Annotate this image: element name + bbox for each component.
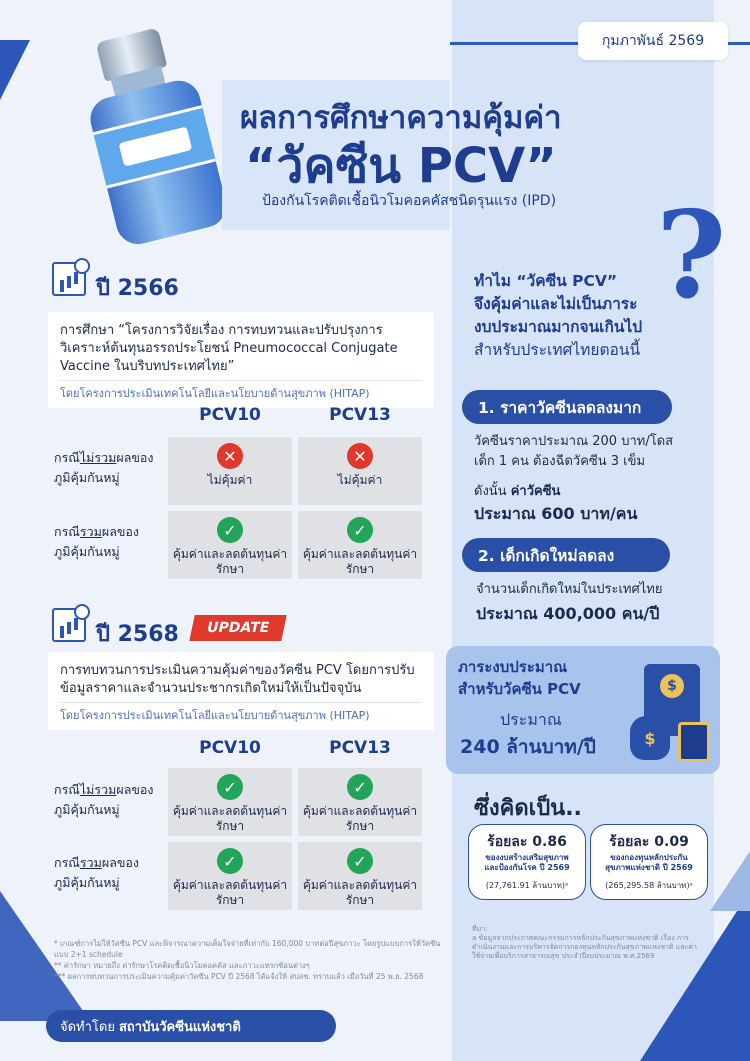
- page-title-vaccine: “วัคซีน PCV”: [245, 138, 557, 194]
- footer-prefix: จัดทำโดย: [60, 1019, 115, 1035]
- check-icon: ✓: [347, 517, 373, 543]
- date-badge: กุมภาพันธ์ 2569: [578, 22, 728, 60]
- check-icon: ✓: [217, 848, 243, 874]
- percent-description: และป้องกันโรค ปี 2569: [484, 863, 570, 872]
- source-note: [472, 925, 698, 961]
- section-year-2568: ปี 2568: [96, 622, 179, 647]
- why-line: งบประมาณมากจนเกินไป: [474, 318, 643, 336]
- result-text: คุ้มค่าและลดต้นทุนค่ารักษา: [302, 547, 418, 576]
- result-cell: [298, 437, 422, 505]
- result-cell: [168, 842, 292, 910]
- budget-approx: ประมาณ: [500, 710, 562, 729]
- decorative-triangle: [0, 40, 30, 100]
- footnote: * เกณฑ์การไม่ให้วัคซีน PCV และพิจารณาความเต็มใจจ่ายที่เท่ากับ 160,000 บาทต่อปีสุขภาวะ โดยรูปแบบการให้วัคซีน แบบ 2+1 schedule: [54, 939, 441, 959]
- why-line: ทำไม “วัคซีน PCV”: [474, 272, 618, 290]
- row-label-including-herd: กรณีรวมผลของภูมิคุ้มกันหมู่: [54, 855, 140, 890]
- therefore-line: ดังนั้น ค่าวัคซีน: [474, 484, 561, 499]
- budget-money-icon: $ $: [630, 664, 714, 764]
- column-header-pcv10: PCV10: [199, 405, 261, 425]
- percent-description: ของงบสร้างเสริมสุขภาพ: [485, 853, 569, 862]
- budget-title-line: ภาระงบประมาณ: [458, 658, 568, 676]
- column-header-pcv10: PCV10: [199, 738, 261, 758]
- result-cell: [168, 437, 292, 505]
- check-icon: ✓: [217, 517, 243, 543]
- row-label-excluding-herd: กรณีไม่รวมผลของภูมิคุ้มกันหมู่: [54, 450, 154, 485]
- footer-organization: สถาบันวัคซีนแห่งชาติ: [118, 1019, 241, 1035]
- percent-amount: (265,295.58 ล้านบาท)ᵃ: [605, 881, 693, 890]
- births-line: จำนวนเด็กเกิดใหม่ในประเทศไทย: [476, 582, 663, 597]
- result-text: คุ้มค่าและลดต้นทุนค่ารักษา: [302, 804, 418, 833]
- result-text: ไม่คุ้มค่า: [207, 473, 253, 487]
- section-year-2566: ปี 2566: [96, 276, 179, 301]
- result-text: คุ้มค่าและลดต้นทุนค่ารักษา: [172, 804, 288, 833]
- update-badge: UPDATE: [189, 615, 287, 641]
- result-cell: [168, 768, 292, 836]
- study-description: การศึกษา “โครงการวิจัยเรื่อง การทบทวนและปรับปรุงการวิเคราะห์ต้นทุนอรรถประโยชน์ Pneumococcal Conjugate Vaccine ในบริบทประเทศไทย”: [60, 323, 398, 374]
- study-organization: โดยโครงการประเมินเทคโนโลยีและนโยบายด้านสุขภาพ (HITAP): [60, 380, 422, 402]
- budget-title-line: สำหรับวัคซีน PCV: [458, 680, 581, 698]
- why-heading: [474, 270, 642, 362]
- percent-value: ร้อยละ 0.86: [487, 834, 567, 850]
- study-description: การทบทวนการประเมินความคุ้มค่าของวัคซีน PCV โดยการปรับข้อมูลราคาและจำนวนประชากรเกิดใหม่ให้เป็นปัจจุบัน: [60, 663, 415, 696]
- vaccine-vial-illustration: [66, 20, 238, 254]
- page-subtitle: ป้องกันโรคติดเชื้อนิวโมคอคคัสชนิดรุนแรง (IPD): [262, 193, 557, 209]
- equals-heading: ซึ่งคิดเป็น..: [474, 796, 582, 821]
- price-line: วัคซีนราคาประมาณ 200 บาท/โดส: [474, 434, 674, 449]
- study-box-2566: [48, 312, 434, 408]
- source-text: a ข้อมูลจากประกาศคณะกรรมการหลักประกันสุขภาพแห่งชาติ เรื่อง การดำเนินงานและการบริหารจัดการกองทุนหลักประกันสุขภาพแห่งชาติ และค่าใช้จ่ายเพื่อบริการสาธารณสุข ประจำปีงบประมาณ พ.ศ.2569: [472, 934, 697, 960]
- result-text: คุ้มค่าและลดต้นทุนค่ารักษา: [302, 878, 418, 907]
- column-header-pcv13: PCV13: [329, 405, 391, 425]
- report-icon: [52, 262, 86, 296]
- result-text: ไม่คุ้มค่า: [337, 473, 383, 487]
- check-icon: ✓: [217, 774, 243, 800]
- footer-credit: [46, 1010, 336, 1042]
- source-heading: ที่มา:: [472, 925, 488, 933]
- budget-value: 240 ล้านบาท/ปี: [460, 736, 596, 758]
- percent-description: ของกองทุนหลักประกัน: [610, 853, 688, 862]
- decorative-triangle: [710, 851, 750, 911]
- row-label-excluding-herd: กรณีไม่รวมผลของภูมิคุ้มกันหมู่: [54, 782, 154, 817]
- percent-value: ร้อยละ 0.09: [609, 834, 689, 850]
- why-line: สำหรับประเทศไทยตอนนี้: [474, 341, 641, 359]
- percent-description: สุขภาพแห่งชาติ ปี 2569: [605, 863, 693, 872]
- footnote: ** ค่ารักษา หมายถึง ค่ารักษาโรคติดเชื้อนิวโมคอคคัส และภาวะแทรกซ้อนต่างๆ: [54, 961, 310, 970]
- cost-per-child: ประมาณ 600 บาท/คน: [474, 504, 638, 523]
- footnotes: [54, 938, 444, 982]
- result-cell: [298, 768, 422, 836]
- check-icon: ✓: [347, 848, 373, 874]
- cross-icon: ✕: [347, 443, 373, 469]
- percent-box-nhso-fund: [590, 824, 708, 900]
- footnote: *** ผลการทบทวนการประเมินความคุ้มค่าวัคซีน PCV ปี 2568 ได้แจ้งให้ สปสช. ทราบแล้ว เมื่อวันที่ 25 พ.ย. 2568: [54, 972, 424, 981]
- reason-2-pill: 2. เด็กเกิดใหม่ลดลง: [462, 538, 670, 572]
- percent-amount: (27,761.91 ล้านบาท)ᵃ: [485, 881, 569, 890]
- result-cell: [298, 842, 422, 910]
- study-organization: โดยโครงการประเมินเทคโนโลยีและนโยบายด้านสุขภาพ (HITAP): [60, 702, 422, 724]
- doses-line: เด็ก 1 คน ต้องฉีดวัคซีน 3 เข็ม: [474, 454, 646, 469]
- study-box-2568: [48, 652, 434, 730]
- question-mark-icon: ?: [656, 185, 727, 326]
- decorative-triangle: [640, 891, 750, 1061]
- result-cell: [298, 511, 422, 579]
- result-cell: [168, 511, 292, 579]
- why-line: จึงคุ้มค่าและไม่เป็นภาระ: [474, 295, 638, 313]
- column-header-pcv13: PCV13: [329, 738, 391, 758]
- budget-title: [458, 656, 581, 700]
- result-text: คุ้มค่าและลดต้นทุนค่ารักษา: [172, 878, 288, 907]
- reason-1-pill: 1. ราคาวัคซีนลดลงมาก: [462, 390, 672, 424]
- report-icon: [52, 608, 86, 642]
- result-text: คุ้มค่าและลดต้นทุนค่ารักษา: [172, 547, 288, 576]
- births-per-year: ประมาณ 400,000 คน/ปี: [476, 604, 660, 623]
- cross-icon: ✕: [217, 443, 243, 469]
- percent-box-health-promotion: [468, 824, 586, 900]
- page-title: ผลการศึกษาความคุ้มค่า: [240, 100, 562, 136]
- check-icon: ✓: [347, 774, 373, 800]
- row-label-including-herd: กรณีรวมผลของภูมิคุ้มกันหมู่: [54, 524, 140, 559]
